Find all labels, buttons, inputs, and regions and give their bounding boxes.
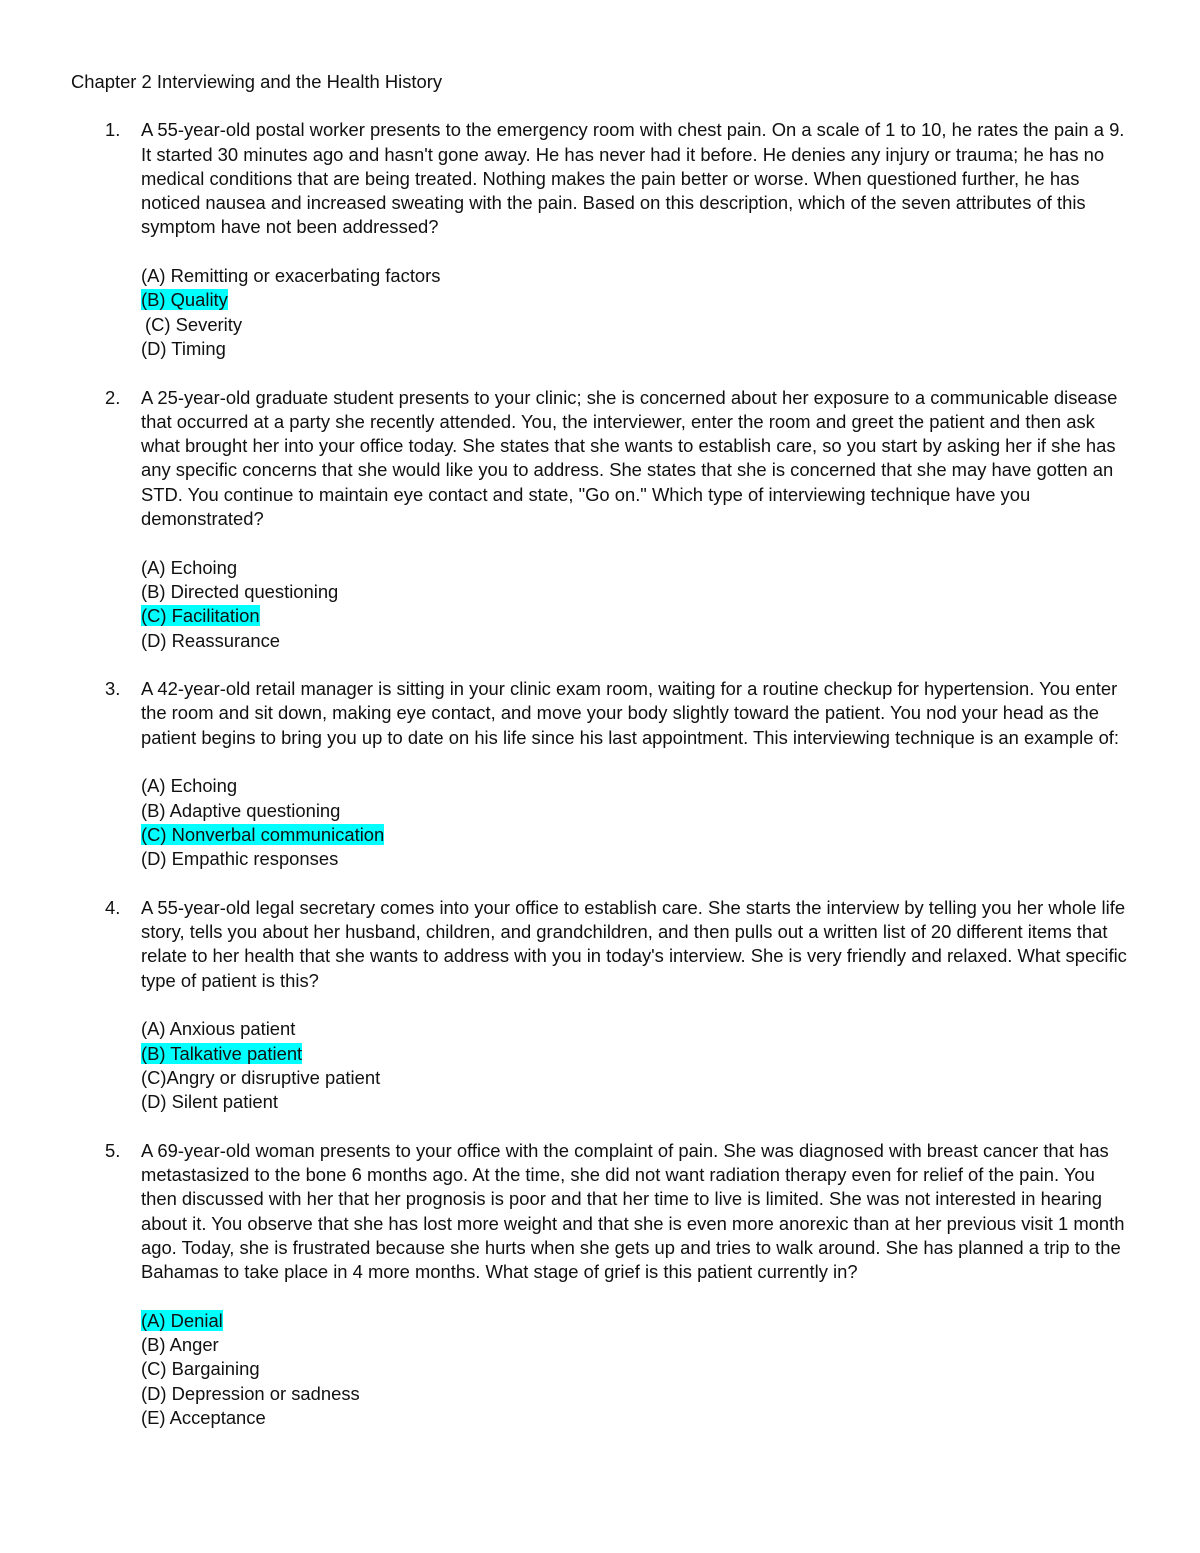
- option-d: [141, 1090, 1130, 1114]
- option-d: [141, 629, 1130, 653]
- option-b: [141, 580, 1130, 604]
- question-2: [71, 386, 1130, 653]
- option-b: [141, 1333, 1130, 1357]
- option-text: (A) Echoing: [141, 775, 238, 797]
- option-list: [141, 1017, 1130, 1114]
- question-1: [71, 118, 1130, 361]
- option-d: [141, 847, 1130, 871]
- option-list: [141, 774, 1130, 871]
- question-number: 5.: [105, 1139, 121, 1161]
- option-text: (A) Echoing: [141, 556, 238, 578]
- option-text: (D) Timing: [141, 337, 226, 359]
- option-c: [141, 1357, 1130, 1381]
- highlighted-answer-text: (B) Talkative patient: [141, 1042, 303, 1064]
- option-text: (E) Acceptance: [141, 1407, 266, 1429]
- option-list: [141, 264, 1130, 361]
- option-e: [141, 1406, 1130, 1430]
- option-a-correct-answer: [141, 1309, 1130, 1333]
- option-text: (C)Angry or disruptive patient: [141, 1066, 381, 1088]
- option-b-correct-answer: [141, 1042, 1130, 1066]
- option-a: [141, 1017, 1130, 1041]
- question-3: [71, 677, 1130, 871]
- option-c-correct-answer: [141, 823, 1130, 847]
- highlighted-answer-text: (B) Quality: [141, 289, 228, 311]
- question-5: [71, 1139, 1130, 1431]
- highlighted-answer-text: (C) Nonverbal communication: [141, 823, 385, 845]
- option-text: (A) Anxious patient: [141, 1018, 296, 1040]
- option-list: [141, 1309, 1130, 1430]
- option-a: [141, 556, 1130, 580]
- question-text: A 55-year-old legal secretary comes into your office to establish care. She starts the interview by telling you her whole life story, tells you about her husband, children, and grandchildren, and then pulls out a written list of 20 different items that relate to her health that she wants to address with you in today's interview. She is very friendly and relaxed. What specific type of patient is this?: [141, 896, 1127, 991]
- question-list: [71, 118, 1130, 1430]
- question-number: 1.: [105, 119, 121, 141]
- option-text: (A) Remitting or exacerbating factors: [141, 265, 441, 287]
- option-a: [141, 264, 1130, 288]
- option-list: [141, 556, 1130, 653]
- highlighted-answer-text: (A) Denial: [141, 1309, 223, 1331]
- option-text: (D) Reassurance: [141, 629, 280, 651]
- option-d: [141, 337, 1130, 361]
- option-c: [141, 1066, 1130, 1090]
- option-text: (D) Empathic responses: [141, 848, 339, 870]
- question-number: 4.: [105, 896, 121, 918]
- question-text: A 42-year-old retail manager is sitting in your clinic exam room, waiting for a routine checkup for hypertension. You enter the room and sit down, making eye contact, and move your body slightly toward the patient. You nod your head as the patient begins to bring you up to date on his life since his last appointment. This interviewing technique is an example of:: [141, 678, 1120, 748]
- option-c: [141, 313, 1130, 337]
- option-text: (C) Bargaining: [141, 1358, 260, 1380]
- option-text: (B) Directed questioning: [141, 580, 339, 602]
- option-text: (C) Severity: [145, 313, 243, 335]
- question-4: [71, 896, 1130, 1115]
- option-text: (D) Depression or sadness: [141, 1382, 360, 1404]
- option-text: (D) Silent patient: [141, 1091, 278, 1113]
- option-b-correct-answer: [141, 288, 1130, 312]
- option-b: [141, 799, 1130, 823]
- option-a: [141, 774, 1130, 798]
- question-text: A 55-year-old postal worker presents to the emergency room with chest pain. On a scale of 1 to 10, he rates the pain a 9. It started 30 minutes ago and hasn't gone away. He has never had it before. He denies any injury or trauma; he has no medical conditions that are being treated. Nothing makes the pain better or worse. When questioned further, he has noticed nausea and increased sweating with the pain. Based on this description, which of the seven attributes of this symptom have not been addressed?: [141, 119, 1125, 238]
- question-text: A 69-year-old woman presents to your office with the complaint of pain. She was diagnosed with breast cancer that has metastasized to the bone 6 months ago. At the time, she did not want radiation therapy even for relief of the pain. You then discussed with her that her prognosis is poor and that her time to live is limited. She was not interested in hearing about it. You observe that she has lost more weight and that she is even more anorexic than at her previous visit 1 month ago. Today, she is frustrated because she hurts when she gets up and tries to walk around. She has planned a trip to the Bahamas to take place in 4 more months. What stage of grief is this patient currently in?: [141, 1139, 1125, 1283]
- document-title: Chapter 2 Interviewing and the Health History: [71, 71, 443, 92]
- option-text: (B) Adaptive questioning: [141, 799, 341, 821]
- question-number: 3.: [105, 678, 121, 700]
- option-d: [141, 1382, 1130, 1406]
- question-text: A 25-year-old graduate student presents to your clinic; she is concerned about her exposure to a communicable disease that occurred at a party she recently attended. You, the interviewer, enter the room and greet the patient and then ask what brought her into your office today. She states that she wants to establish care, so you start by asking her if she has any specific concerns that she would like you to address. She states that she is concerned that she may have gotten an STD. You continue to maintain eye contact and state, "Go on." Which type of interviewing technique have you demonstrated?: [141, 386, 1118, 530]
- option-text: (B) Anger: [141, 1334, 219, 1356]
- option-c-correct-answer: [141, 604, 1130, 628]
- question-number: 2.: [105, 386, 121, 408]
- highlighted-answer-text: (C) Facilitation: [141, 605, 260, 627]
